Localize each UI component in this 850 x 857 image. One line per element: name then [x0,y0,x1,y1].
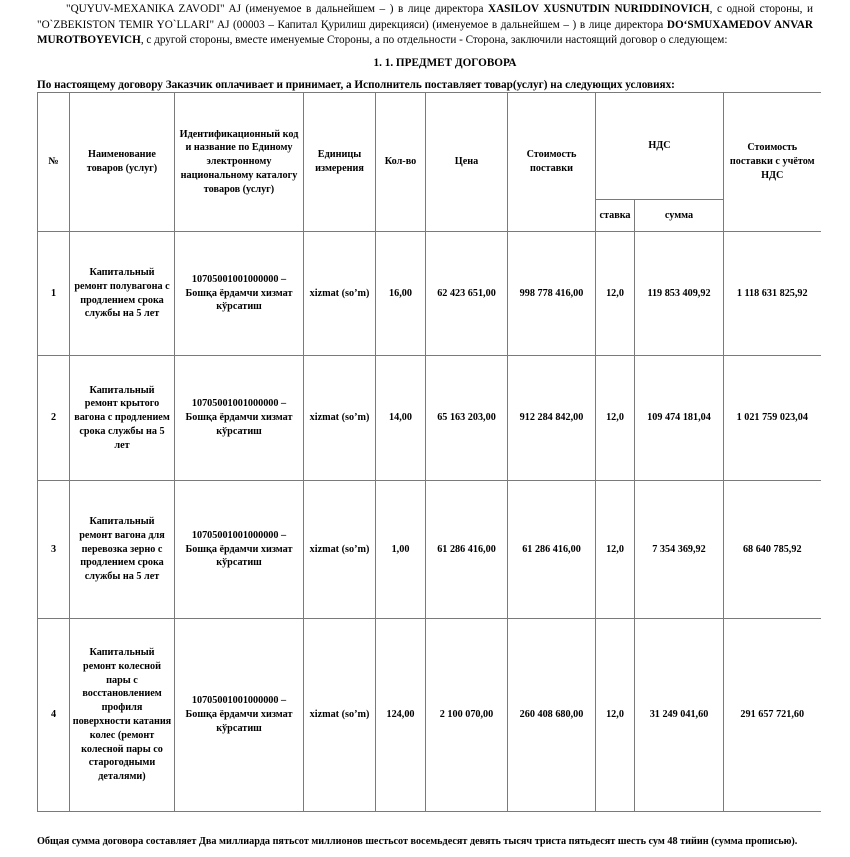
row-qty: 124,00 [376,619,426,812]
row-code: 10705001001000000 – Бошқа ёрдамчи хизмат кўрсатиш [175,356,304,481]
row-name: Капитальный ремонт крытого вагона с продлением срока службы на 5 лет [70,356,175,481]
row-code: 10705001001000000 – Бошқа ёрдамчи хизмат кўрсатиш [175,232,304,356]
row-name: Капитальный ремонт вагона для перевозка зерно с продлением срока службы на 5 лет [70,481,175,619]
header-row [38,93,821,200]
header-vat: НДС [596,93,724,200]
row-total: 1 118 631 825,92 [724,232,821,356]
row-cost: 260 408 680,00 [508,619,596,812]
row-num: 4 [38,619,70,812]
row-vat-rate: 12,0 [596,232,635,356]
header-num: № [38,93,70,232]
row-num: 2 [38,356,70,481]
header-vat-rate: ставка [596,200,635,232]
goods-table [37,92,821,812]
row-vat-sum: 109 474 181,04 [635,356,724,481]
row-price: 65 163 203,00 [426,356,508,481]
row-cost: 998 778 416,00 [508,232,596,356]
row-total: 1 021 759 023,04 [724,356,821,481]
header-vat-sum: сумма [635,200,724,232]
row-code: 10705001001000000 – Бошқа ёрдамчи хизмат кўрсатиш [175,619,304,812]
row-code: 10705001001000000 – Бошқа ёрдамчи хизмат кўрсатиш [175,481,304,619]
table-row [38,481,821,619]
row-qty: 1,00 [376,481,426,619]
header-name: Наименование товаров (услуг) [70,93,175,232]
section-title: 1. 1. ПРЕДМЕТ ДОГОВОРА [373,57,517,69]
row-cost: 61 286 416,00 [508,481,596,619]
header-price: Цена [426,93,508,232]
row-vat-sum: 119 853 409,92 [635,232,724,356]
header-code: Идентификационный код и название по Единому электронному национальному каталогу товаров (услуг) [175,93,304,232]
row-unit: xizmat (so’m) [304,356,376,481]
header-unit: Единицы измерения [304,93,376,232]
row-vat-rate: 12,0 [596,356,635,481]
row-price: 2 100 070,00 [426,619,508,812]
lead-text: По настоящему договору Заказчик оплачивает и принимает, а Исполнитель поставляет товар(услуг) на следующих условиях: [37,79,675,91]
contract-preamble [37,2,813,49]
row-vat-sum: 7 354 369,92 [635,481,724,619]
row-vat-sum: 31 249 041,60 [635,619,724,812]
row-num: 1 [38,232,70,356]
table-row [38,232,821,356]
header-total: Стоимость поставки с учётом НДС [724,93,821,232]
party2-tail: , с другой стороны, вместе именуемые Стороны, а по отдельности - Сторона, заключили настоящий договор о следующем: [140,34,728,46]
row-unit: xizmat (so’m) [304,619,376,812]
party2-director: DO‘SMUXAMEDOV ANVAR MUROTBOYEVICH [37,18,813,46]
row-unit: xizmat (so’m) [304,232,376,356]
table-row [38,619,821,812]
row-qty: 16,00 [376,232,426,356]
party2-text: (именуемое в дальнейшем – ) в лице директора [428,18,667,31]
row-name: Капитальный ремонт полувагона с продлением срока службы на 5 лет [70,232,175,356]
party1-tail: , с одной стороны, и [709,3,813,15]
row-qty: 14,00 [376,356,426,481]
row-unit: xizmat (so’m) [304,481,376,619]
row-vat-rate: 12,0 [596,619,635,812]
row-price: 62 423 651,00 [426,232,508,356]
header-cost: Стоимость поставки [508,93,596,232]
row-name: Капитальный ремонт колесной пары с восстановлением профиля поверхности катания колес (ремонт колесной пары со старогодными деталями) [70,619,175,812]
table-row [38,356,821,481]
row-vat-rate: 12,0 [596,481,635,619]
row-cost: 912 284 842,00 [508,356,596,481]
header-qty: Кол-во [376,93,426,232]
party2-name: "O`ZBEKISTON TEMIR YO`LLARI" AJ (00003 – Капитал Қурилиш дирекцияси) [37,18,429,31]
total-amount-text: Общая сумма договора составляет Два миллиарда пятьсот миллионов шестьсот восемьдесят девять тысяч триста пятьдесят шесть сум 48 тийин (сумма прописью). [37,836,798,847]
row-total: 68 640 785,92 [724,481,821,619]
party1-name: "QUYUV-MEXANIKA ZAVODI" AJ [66,3,241,15]
party1-director: XASILOV XUSNUTDIN NURIDDINOVICH [488,3,710,15]
row-num: 3 [38,481,70,619]
party1-text: (именуемое в дальнейшем – ) в лице директора [240,3,489,15]
row-total: 291 657 721,60 [724,619,821,812]
row-price: 61 286 416,00 [426,481,508,619]
